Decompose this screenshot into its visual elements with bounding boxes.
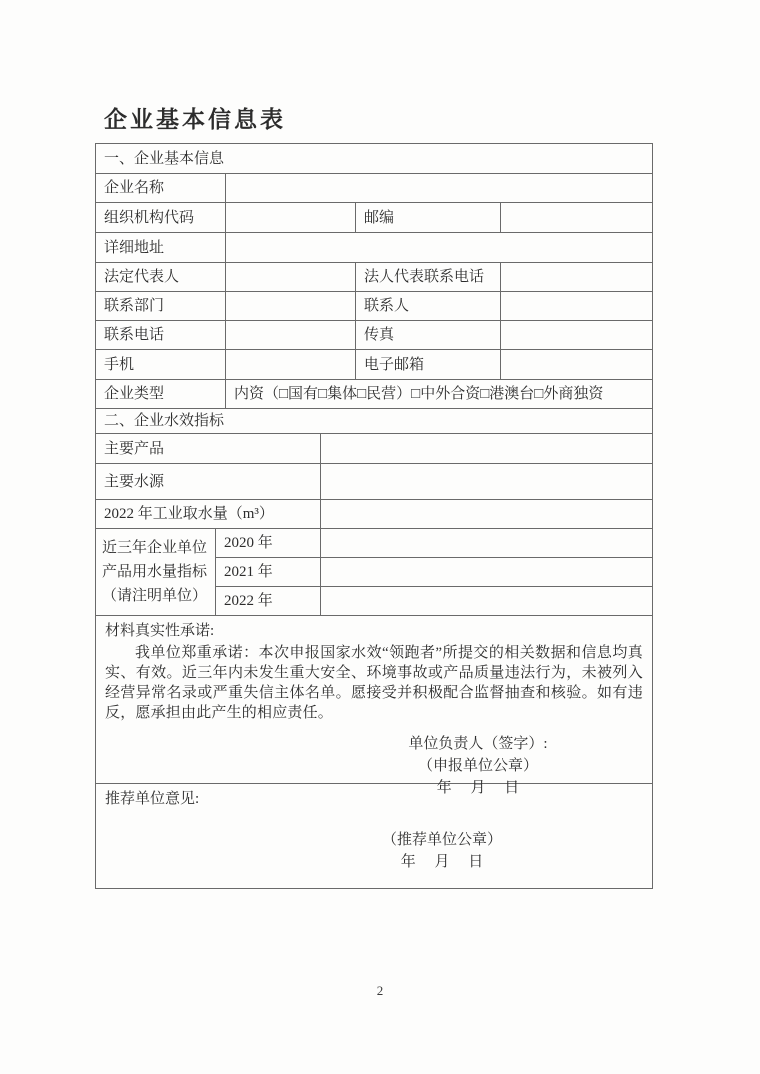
company-name-label: 企业名称 xyxy=(96,174,226,202)
org-code-value xyxy=(226,203,356,232)
commitment-stamp-label: （申报单位公章） xyxy=(417,758,538,774)
fax-value xyxy=(501,321,652,349)
year-2020-label: 2020 年 xyxy=(216,529,321,557)
recommendation-title: 推荐单位意见: xyxy=(105,791,200,807)
main-products-label: 主要产品 xyxy=(96,434,321,463)
company-name-value xyxy=(226,174,652,202)
legal-rep-label: 法定代表人 xyxy=(96,263,226,291)
form-title: 企业基本信息表 xyxy=(104,107,286,132)
contact-person-label: 联系人 xyxy=(356,292,501,320)
water-intake-2022-label: 2022 年工业取水量（m³） xyxy=(96,500,321,528)
mobile-value xyxy=(226,350,356,379)
recommendation-signature-block xyxy=(327,829,557,873)
row-contact-dept xyxy=(96,292,652,321)
section1-header: 一、企业基本信息 xyxy=(104,150,225,167)
commitment-date-label: 年 月 日 xyxy=(436,780,520,796)
legal-rep-phone-value xyxy=(501,263,652,291)
section2-header-row xyxy=(96,409,652,434)
recommendation-date-label: 年 月 日 xyxy=(400,854,484,870)
contact-phone-value xyxy=(226,321,356,349)
row-main-products xyxy=(96,434,652,464)
row-address xyxy=(96,233,652,263)
row-mobile xyxy=(96,350,652,380)
water-usage-row-2021 xyxy=(216,558,652,587)
contact-dept-value xyxy=(226,292,356,320)
commitment-body: 我单位郑重承诺：本次申报国家水效“领跑者”所提交的相关数据和信息均真实、有效。近三年内未发生重大安全、环境事故或产品质量违法行为，未被列入经营异常名录或严重失信主体名单。愿接受并积极配合监督抽查和核验。如有违反，愿承担由此产生的相应责任。 xyxy=(105,645,643,721)
section2-header: 二、企业水效指标 xyxy=(104,413,225,429)
year-2021-value xyxy=(321,558,652,586)
commitment-signer-label: 单位负责人（签字）: xyxy=(408,736,548,752)
row-contact-phone xyxy=(96,321,652,350)
commitment-title: 材料真实性承诺: xyxy=(105,623,215,639)
row-water-intake-2022 xyxy=(96,500,652,529)
row-legal-rep xyxy=(96,263,652,292)
company-type-label: 企业类型 xyxy=(96,380,226,408)
postal-code-value xyxy=(501,203,652,232)
contact-phone-label: 联系电话 xyxy=(96,321,226,349)
legal-rep-value xyxy=(226,263,356,291)
year-2022-label: 2022 年 xyxy=(216,587,321,615)
row-company-type xyxy=(96,380,652,409)
main-products-value xyxy=(321,434,652,463)
fax-label: 传真 xyxy=(356,321,501,349)
section1-header-row xyxy=(96,144,652,174)
water-usage-row-2022 xyxy=(216,587,652,615)
year-2020-value xyxy=(321,529,652,557)
recommendation-stamp-label: （推荐单位公章） xyxy=(381,832,502,848)
email-label: 电子邮箱 xyxy=(356,350,501,379)
recommendation-block xyxy=(96,784,652,888)
company-type-options: 内资（□国有□集体□民营）□中外合资□港澳台□外商独资 xyxy=(234,386,604,402)
org-code-label: 组织机构代码 xyxy=(96,203,226,232)
postal-code-label: 邮编 xyxy=(356,203,501,232)
year-2022-value xyxy=(321,587,652,615)
main-water-source-value xyxy=(321,464,652,499)
form-table xyxy=(95,143,653,889)
water-intake-2022-value xyxy=(321,500,652,528)
mobile-label: 手机 xyxy=(96,350,226,379)
page-number: 2 xyxy=(376,983,384,998)
commitment-block xyxy=(96,616,652,796)
email-value xyxy=(501,350,652,379)
main-water-source-label: 主要水源 xyxy=(96,464,321,499)
row-org-code xyxy=(96,203,652,233)
year-2021-label: 2021 年 xyxy=(216,558,321,586)
water-usage-label: 近三年企业单位产品用水量指标（请注明单位） xyxy=(96,529,216,615)
water-usage-row-2020 xyxy=(216,529,652,558)
address-value xyxy=(226,233,652,262)
legal-rep-phone-label: 法人代表联系电话 xyxy=(356,263,501,291)
row-main-water-source xyxy=(96,464,652,500)
contact-person-value xyxy=(501,292,652,320)
row-water-usage xyxy=(96,529,652,616)
contact-dept-label: 联系部门 xyxy=(96,292,226,320)
water-usage-years xyxy=(216,529,652,615)
address-label: 详细地址 xyxy=(96,233,226,262)
row-company-name xyxy=(96,174,652,203)
